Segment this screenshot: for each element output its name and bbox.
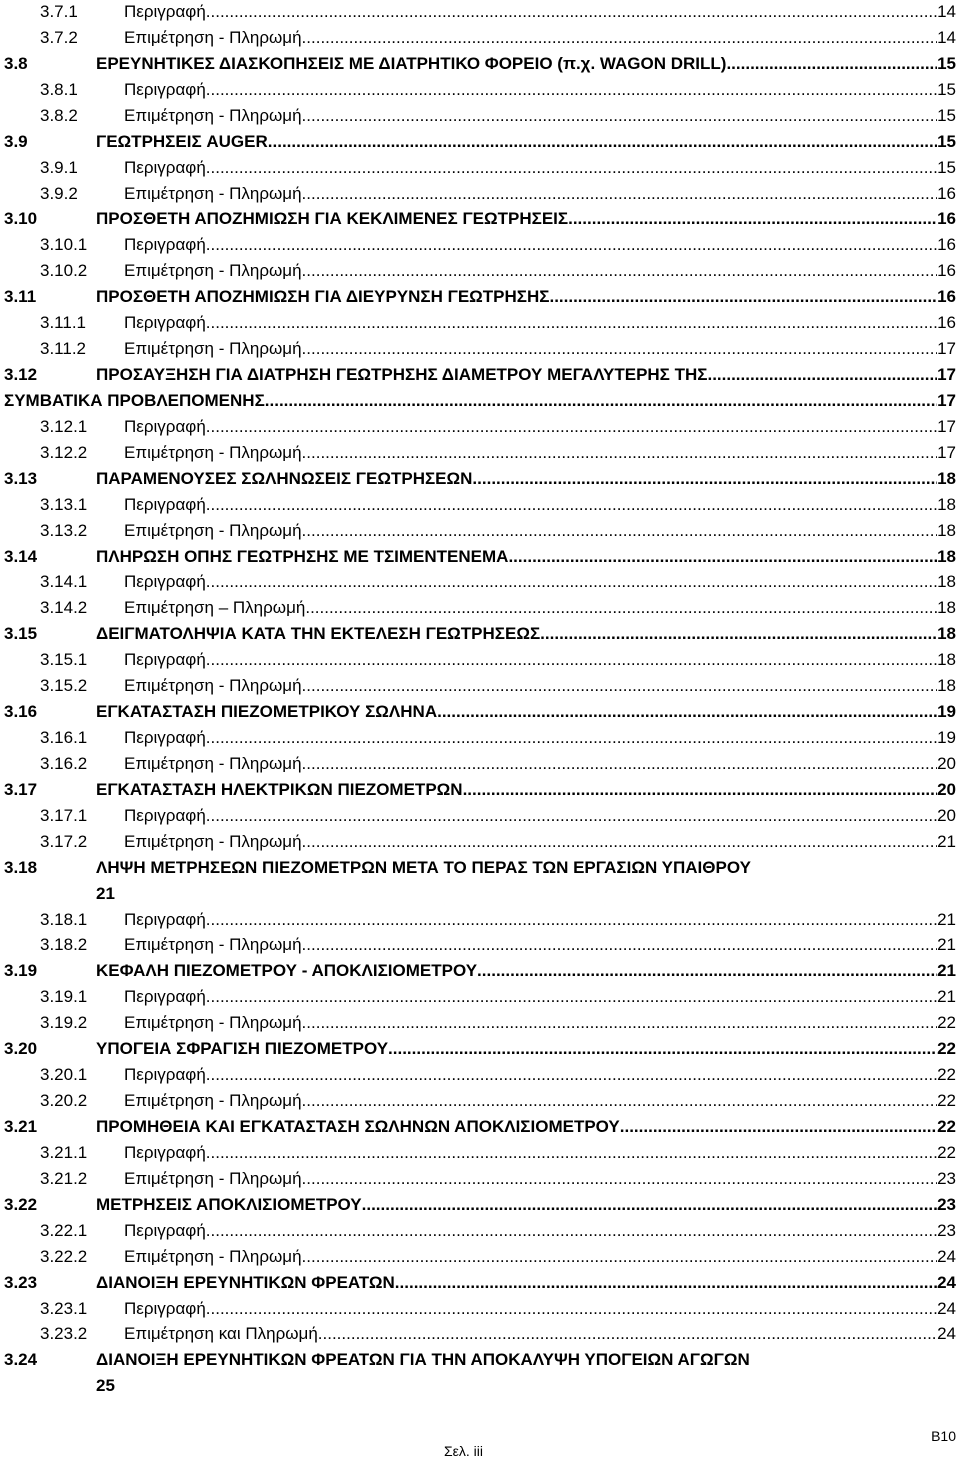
toc-entry-page: 17 [937, 365, 956, 385]
toc-entry-continuation [0, 882, 960, 906]
toc-entry-page: 24 [937, 1272, 956, 1292]
toc-leader-dots [302, 933, 938, 957]
toc-section-entry[interactable] [0, 1037, 960, 1061]
toc-subsection-entry[interactable] [0, 26, 960, 50]
toc-entry-title: ΠΡΟΣΑΥΞΗΣΗ ΓΙΑ ΔΙΑΤΡΗΣΗ ΓΕΩΤΡΗΣΗΣ ΔΙΑΜΕΤΡΟΥ ΜΕΓΑΛΥΤΕΡΗΣ ΤΗΣ [96, 365, 708, 385]
toc-entry-title: Επιμέτρηση και Πληρωμή [124, 1324, 318, 1344]
toc-entry-title: ΜΕΤΡΗΣΕΙΣ ΑΠΟΚΛΙΣΙΟΜΕΤΡΟΥ [96, 1194, 362, 1214]
toc-leader-dots [302, 674, 938, 698]
toc-entry-number: 3.20 [4, 1039, 38, 1059]
toc-leader-dots [206, 493, 937, 517]
toc-subsection-entry[interactable] [0, 752, 960, 776]
toc-subsection-entry[interactable] [0, 493, 960, 517]
toc-entry-title: Περιγραφή [124, 1142, 206, 1162]
toc-subsection-entry[interactable] [0, 1245, 960, 1269]
toc-entry-page: 21 [937, 831, 956, 851]
toc-entry-page: 16 [937, 313, 956, 333]
toc-entry-number: 3.23 [4, 1272, 38, 1292]
toc-entry-title: ΠΡΟΣΘΕΤΗ ΑΠΟΖΗΜΙΩΣΗ ΓΙΑ ΚΕΚΛΙΜΕΝΕΣ ΓΕΩΤΡΗΣΕΙΣ [96, 209, 569, 229]
toc-entry-title: Επιμέτρηση - Πληρωμή [124, 442, 302, 462]
toc-section-entry[interactable] [0, 467, 960, 491]
toc-entry-page: 14 [937, 2, 956, 21]
toc-entry-page: 23 [937, 1194, 956, 1214]
toc-entry-page: 21 [937, 935, 956, 955]
toc-entry-title: Επιμέτρηση - Πληρωμή [124, 183, 302, 203]
toc-entry-title: Περιγραφή [124, 1298, 206, 1318]
toc-subsection-entry[interactable] [0, 182, 960, 206]
toc-subsection-entry[interactable] [0, 78, 960, 102]
toc-leader-dots [265, 389, 937, 413]
toc-subsection-entry[interactable] [0, 1141, 960, 1165]
toc-entry-title: ΥΠΟΓΕΙΑ ΣΦΡΑΓΙΣΗ ΠΙΕΖΟΜΕΤΡΟΥ [96, 1039, 389, 1059]
toc-subsection-entry[interactable] [0, 441, 960, 465]
toc-subsection-entry[interactable] [0, 1322, 960, 1346]
toc-subsection-entry[interactable] [0, 311, 960, 335]
toc-leader-dots [620, 1115, 937, 1139]
toc-entry-number: 3.20.2 [40, 1091, 88, 1111]
toc-leader-dots [206, 1219, 937, 1243]
toc-subsection-entry[interactable] [0, 908, 960, 932]
toc-subsection-entry[interactable] [0, 1011, 960, 1035]
toc-entry-number: 3.22.2 [40, 1246, 88, 1266]
toc-entry-number: 3.11.2 [40, 339, 87, 359]
toc-entry-title: ΣΥΜΒΑΤΙΚΑ ΠΡΟΒΛΕΠΟΜΕΝΗΣ [4, 390, 265, 410]
toc-entry-title: ΕΡΕΥΝΗΤΙΚΕΣ ΔΙΑΣΚΟΠΗΣΕΙΣ ΜΕ ΔΙΑΤΡΗΤΙΚΟ ΦΟΡΕΙΟ (π.χ. WAGON DRILL) [96, 53, 727, 73]
toc-subsection-entry[interactable] [0, 1297, 960, 1321]
toc-subsection-entry[interactable] [0, 104, 960, 128]
toc-entry-page: 22 [937, 1065, 956, 1085]
toc-entry-page: 15 [937, 157, 956, 177]
toc-subsection-entry[interactable] [0, 726, 960, 750]
toc-entry-title: Επιμέτρηση - Πληρωμή [124, 1013, 302, 1033]
toc-leader-dots [302, 1245, 938, 1269]
toc-entry-number: 3.13 [4, 468, 38, 488]
toc-entry-number: 3.11 [4, 287, 37, 307]
toc-leader-dots [206, 726, 937, 750]
toc-entry[interactable] [0, 856, 960, 880]
toc-entry-number: 3.10.1 [40, 235, 88, 255]
toc-entry-title: ΠΡΟΣΘΕΤΗ ΑΠΟΖΗΜΙΩΣΗ ΓΙΑ ΔΙΕΥΡΥΝΣΗ ΓΕΩΤΡΗΣΗΣ [96, 287, 550, 307]
toc-entry-title: Επιμέτρηση - Πληρωμή [124, 1091, 302, 1111]
toc-entry-page: 22 [937, 1013, 956, 1033]
toc-entry-number: 3.16.1 [40, 728, 88, 748]
toc-entry-number: 3.8.1 [40, 79, 78, 99]
toc-section-entry[interactable] [0, 363, 960, 387]
toc-subsection-entry[interactable] [0, 830, 960, 854]
toc-subsection-entry[interactable] [0, 156, 960, 180]
toc-subsection-entry[interactable] [0, 596, 960, 620]
toc-entry-number: 3.7.2 [40, 27, 78, 47]
toc-entry-number: 3.7.1 [40, 2, 78, 21]
toc-entry-page: 17 [937, 339, 956, 359]
toc-leader-dots [302, 830, 938, 854]
toc-entry-number: 3.10.2 [40, 261, 88, 281]
toc-entry-title: ΠΑΡΑΜΕΝΟΥΣΕΣ ΣΩΛΗΝΩΣΕΙΣ ΓΕΩΤΡΗΣΕΩΝ [96, 468, 473, 488]
toc-leader-dots [206, 908, 937, 932]
toc-entry-title: ΕΓΚΑΤΑΣΤΑΣΗ ΠΙΕΖΟΜΕΤΡΙΚΟΥ ΣΩΛΗΝΑ [96, 702, 438, 722]
toc-leader-dots [206, 156, 937, 180]
toc-entry-number: 3.21.1 [40, 1142, 88, 1162]
toc-entry-number: 3.8 [4, 53, 28, 73]
toc-leader-dots [206, 311, 937, 335]
toc-entry-title: ΔΙΑΝΟΙΞΗ ΕΡΕΥΝΗΤΙΚΩΝ ΦΡΕΑΤΩΝ ΓΙΑ ΤΗΝ ΑΠΟΚΑΛΥΨΗ ΥΠΟΓΕΙΩΝ ΑΓΩΓΩΝ [96, 1350, 750, 1370]
toc-entry-page: 21 [937, 987, 956, 1007]
toc-entry-page: 22 [937, 1142, 956, 1162]
toc-entry-number: 3.12 [4, 365, 38, 385]
toc-leader-dots [206, 804, 937, 828]
toc-subsection-entry[interactable] [0, 933, 960, 957]
toc-entry-page: 16 [937, 261, 956, 281]
toc-entry-page: 18 [937, 676, 956, 696]
toc-leader-dots [463, 778, 938, 802]
toc-entry-page: 24 [937, 1324, 956, 1344]
toc-entry-number: 3.15.1 [40, 650, 88, 670]
toc-subsection-entry[interactable] [0, 1063, 960, 1087]
toc-leader-dots [206, 570, 937, 594]
toc-entry-title: Επιμέτρηση - Πληρωμή [124, 935, 302, 955]
toc-leader-dots [437, 700, 937, 724]
toc-entry-title: Επιμέτρηση - Πληρωμή [124, 831, 302, 851]
toc-entry-continuation [0, 1374, 960, 1398]
toc-leader-dots [206, 0, 937, 24]
toc-entry-title: Περιγραφή [124, 157, 206, 177]
toc-subsection-entry[interactable] [0, 1219, 960, 1243]
toc-subsection-entry[interactable] [0, 674, 960, 698]
toc-subsection-entry[interactable] [0, 1089, 960, 1113]
toc-entry-page: 18 [937, 598, 956, 618]
toc-entry-number: 3.21 [4, 1116, 38, 1136]
toc-entry-title: Περιγραφή [124, 494, 206, 514]
toc-subsection-entry[interactable] [0, 985, 960, 1009]
toc-leader-dots [206, 1063, 937, 1087]
toc-leader-dots [508, 545, 937, 569]
toc-entry-number: 3.15.2 [40, 676, 88, 696]
toc-subsection-entry[interactable] [0, 0, 960, 24]
toc-entry-page: 14 [937, 27, 956, 47]
toc-entry-page: 20 [937, 753, 956, 773]
toc-entry-page: 16 [937, 235, 956, 255]
toc-entry-title: Περιγραφή [124, 235, 206, 255]
toc-section-entry[interactable] [0, 1271, 960, 1295]
toc-entry-page: 16 [937, 287, 956, 307]
toc-leader-dots [477, 959, 937, 983]
toc-leader-dots [302, 1167, 938, 1191]
toc-entry-title: Επιμέτρηση - Πληρωμή [124, 520, 302, 540]
toc-entry-title: Επιμέτρηση - Πληρωμή [124, 1168, 302, 1188]
toc-leader-dots [395, 1271, 937, 1295]
toc-entry-page: 18 [937, 520, 956, 540]
toc-entry-page: 20 [937, 805, 956, 825]
toc-entry-title: Επιμέτρηση - Πληρωμή [124, 27, 302, 47]
toc-entry-number: 3.13.2 [40, 520, 88, 540]
toc-subsection-entry[interactable] [0, 648, 960, 672]
toc-entry-title: ΓΕΩΤΡΗΣΕΙΣ AUGER [96, 131, 268, 151]
toc-entry-number: 3.16 [4, 702, 38, 722]
toc-entry-page: 18 [937, 650, 956, 670]
toc-entry-continuation[interactable] [0, 389, 960, 413]
toc-entry-number: 3.9 [4, 131, 28, 151]
toc-entry-page: 24 [937, 1246, 956, 1266]
toc-entry-page: 20 [937, 779, 956, 799]
toc-entry-title: Περιγραφή [124, 909, 206, 929]
toc-entry-title: Επιμέτρηση - Πληρωμή [124, 105, 302, 125]
toc-entry-page: 22 [937, 1116, 956, 1136]
toc-entry-title: Επιμέτρηση - Πληρωμή [124, 753, 302, 773]
toc-entry-title: ΚΕΦΑΛΗ ΠΙΕΖΟΜΕΤΡΟΥ - ΑΠΟΚΛΙΣΙΟΜΕΤΡΟΥ [96, 961, 478, 981]
toc-entry-title: Περιγραφή [124, 650, 206, 670]
toc-entry-number: 3.19.1 [40, 987, 88, 1007]
toc-entry-page: 15 [937, 53, 956, 73]
toc-entry-page: 21 [937, 961, 956, 981]
toc-section-entry[interactable] [0, 1193, 960, 1217]
toc-entry-page: 16 [937, 183, 956, 203]
toc-entry-page: 22 [937, 1039, 956, 1059]
toc-entry-title: Επιμέτρηση - Πληρωμή [124, 261, 302, 281]
footer-page-number: Σελ. iii [444, 1443, 484, 1459]
toc-leader-dots [302, 1011, 938, 1035]
toc-entry-page: 23 [937, 1220, 956, 1240]
toc-subsection-entry[interactable] [0, 259, 960, 283]
toc-leader-dots [302, 1089, 938, 1113]
toc-entry-page: 17 [937, 416, 956, 436]
toc-leader-dots [305, 596, 937, 620]
toc-entry-page: 22 [937, 1091, 956, 1111]
toc-leader-dots [206, 415, 937, 439]
toc-entry-title: ΛΗΨΗ ΜΕΤΡΗΣΕΩΝ ΠΙΕΖΟΜΕΤΡΩΝ ΜΕΤΑ ΤΟ ΠΕΡΑΣ ΤΩΝ ΕΡΓΑΣΙΩΝ ΥΠΑΙΘΡΟΥ [96, 857, 751, 877]
toc-entry-title: ΔΙΑΝΟΙΞΗ ΕΡΕΥΝΗΤΙΚΩΝ ΦΡΕΑΤΩΝ [96, 1272, 395, 1292]
toc-entry-number: 3.19 [4, 961, 38, 981]
toc-entry-title: ΕΓΚΑΤΑΣΤΑΣΗ ΗΛΕΚΤΡΙΚΩΝ ΠΙΕΖΟΜΕΤΡΩΝ [96, 779, 463, 799]
toc-entry-number: 3.24 [4, 1350, 38, 1370]
toc-subsection-entry[interactable] [0, 1167, 960, 1191]
toc-section-entry[interactable] [0, 622, 960, 646]
toc-subsection-entry[interactable] [0, 570, 960, 594]
toc-subsection-entry[interactable] [0, 233, 960, 257]
toc-entry-number: 3.14 [4, 546, 38, 566]
toc-entry-page: 15 [937, 131, 956, 151]
toc-leader-dots [302, 441, 938, 465]
toc-entry-page: 19 [937, 728, 956, 748]
toc-entry-number: 3.15 [4, 624, 38, 644]
toc-leader-dots [206, 985, 937, 1009]
toc-leader-dots [388, 1037, 937, 1061]
toc-entry-title: Περιγραφή [124, 572, 206, 592]
toc-entry-page: 25 [96, 1376, 115, 1396]
toc-entry-title: Περιγραφή [124, 987, 206, 1007]
toc-entry-title: Περιγραφή [124, 805, 206, 825]
toc-entry-page: 15 [937, 79, 956, 99]
toc-entry-title: ΠΡΟΜΗΘΕΙΑ ΚΑΙ ΕΓΚΑΤΑΣΤΑΣΗ ΣΩΛΗΝΩΝ ΑΠΟΚΛΙΣΙΟΜΕΤΡΟΥ [96, 1116, 620, 1136]
toc-entry-number: 3.23.1 [40, 1298, 88, 1318]
toc-section-entry[interactable] [0, 959, 960, 983]
toc-entry-number: 3.18.1 [40, 909, 88, 929]
toc-leader-dots [302, 26, 938, 50]
toc-entry-number: 3.8.2 [40, 105, 78, 125]
toc-entry-number: 3.17.2 [40, 831, 88, 851]
toc-entry-title: Επιμέτρηση - Πληρωμή [124, 676, 302, 696]
toc-entry-number: 3.12.2 [40, 442, 88, 462]
toc-section-entry[interactable] [0, 285, 960, 309]
toc-entry-page: 16 [937, 209, 956, 229]
toc-leader-dots [302, 519, 938, 543]
toc-entry-number: 3.20.1 [40, 1065, 88, 1085]
toc-section-entry[interactable] [0, 545, 960, 569]
toc-leader-dots [540, 622, 937, 646]
toc-entry-title: ΠΛΗΡΩΣΗ ΟΠΗΣ ΓΕΩΤΡΗΣΗΣ ΜΕ ΤΣΙΜΕΝΤΕΝΕΜΑ [96, 546, 509, 566]
toc-leader-dots [302, 259, 938, 283]
toc-entry-title: Περιγραφή [124, 2, 206, 21]
toc-leader-dots [302, 182, 938, 206]
toc-leader-dots [549, 285, 937, 309]
toc-section-entry[interactable] [0, 130, 960, 154]
toc-entry-title: Περιγραφή [124, 79, 206, 99]
toc-entry-number: 3.14.2 [40, 598, 88, 618]
toc-entry-number: 3.21.2 [40, 1168, 88, 1188]
toc-leader-dots [318, 1322, 937, 1346]
toc-section-entry[interactable] [0, 1115, 960, 1139]
toc-leader-dots [206, 1141, 937, 1165]
toc-entry-title: Επιμέτρηση - Πληρωμή [124, 339, 302, 359]
toc-section-entry[interactable] [0, 700, 960, 724]
toc-leader-dots [302, 104, 938, 128]
toc-entry-number: 3.18.2 [40, 935, 88, 955]
toc-entry-number: 3.11.1 [40, 313, 87, 333]
toc-entry-number: 3.22 [4, 1194, 38, 1214]
toc-section-entry[interactable] [0, 778, 960, 802]
toc-entry-page: 18 [937, 572, 956, 592]
toc-subsection-entry[interactable] [0, 804, 960, 828]
toc-entry-page: 21 [937, 909, 956, 929]
toc-entry-title: Περιγραφή [124, 1065, 206, 1085]
toc-entry-number: 3.23.2 [40, 1324, 88, 1344]
toc-entry-number: 3.19.2 [40, 1013, 88, 1033]
toc-entry-page: 18 [937, 494, 956, 514]
toc-section-entry[interactable] [0, 52, 960, 76]
toc-entry-title: Περιγραφή [124, 728, 206, 748]
toc-entry-number: 3.17 [4, 779, 38, 799]
toc-entry-title: Επιμέτρηση - Πληρωμή [124, 1246, 302, 1266]
toc-leader-dots [362, 1193, 937, 1217]
toc-entry-page: 15 [937, 105, 956, 125]
toc-entry-number: 3.12.1 [40, 416, 88, 436]
toc-leader-dots [206, 233, 937, 257]
toc-entry-title: Περιγραφή [124, 1220, 206, 1240]
toc-subsection-entry[interactable] [0, 337, 960, 361]
toc-section-entry[interactable] [0, 207, 960, 231]
toc-leader-dots [206, 1297, 937, 1321]
toc-entry-number: 3.9.1 [40, 157, 78, 177]
toc-entry-page: 18 [937, 624, 956, 644]
toc-entry-number: 3.17.1 [40, 805, 88, 825]
toc-entry-title: Επιμέτρηση – Πληρωμή [124, 598, 306, 618]
toc-entry-page: 17 [937, 390, 956, 410]
toc-entry-page: 17 [937, 442, 956, 462]
toc-entry-title: Περιγραφή [124, 313, 206, 333]
toc-entry-number: 3.22.1 [40, 1220, 88, 1240]
toc-leader-dots [302, 337, 938, 361]
toc-leader-dots [206, 648, 937, 672]
toc-leader-dots [268, 130, 937, 154]
toc-entry-page: 24 [937, 1298, 956, 1318]
toc-entry-number: 3.9.2 [40, 183, 78, 203]
footer-document-code: B10 [931, 1428, 956, 1444]
toc-subsection-entry[interactable] [0, 415, 960, 439]
toc-entry-number: 3.18 [4, 857, 38, 877]
toc-entry-number: 3.13.1 [40, 494, 88, 514]
toc-entry-page: 18 [937, 546, 956, 566]
toc-entry-number: 3.10 [4, 209, 38, 229]
toc-entry-title: ΔΕΙΓΜΑΤΟΛΗΨΙΑ ΚΑΤΑ ΤΗΝ ΕΚΤΕΛΕΣΗ ΓΕΩΤΡΗΣΕΩΣ [96, 624, 541, 644]
toc-leader-dots [206, 78, 937, 102]
toc-entry-page: 21 [96, 883, 115, 903]
toc-entry-page: 18 [937, 468, 956, 488]
toc-entry-title: Περιγραφή [124, 416, 206, 436]
toc-entry-number: 3.16.2 [40, 753, 88, 773]
toc-leader-dots [472, 467, 937, 491]
toc-leader-dots [726, 52, 937, 76]
toc-entry-page: 19 [937, 702, 956, 722]
toc-subsection-entry[interactable] [0, 519, 960, 543]
toc-leader-dots [707, 363, 937, 387]
toc-entry-number: 3.14.1 [40, 572, 88, 592]
toc-leader-dots [568, 207, 937, 231]
toc-leader-dots [302, 752, 938, 776]
toc-entry[interactable] [0, 1348, 960, 1372]
toc-entry-page: 23 [937, 1168, 956, 1188]
